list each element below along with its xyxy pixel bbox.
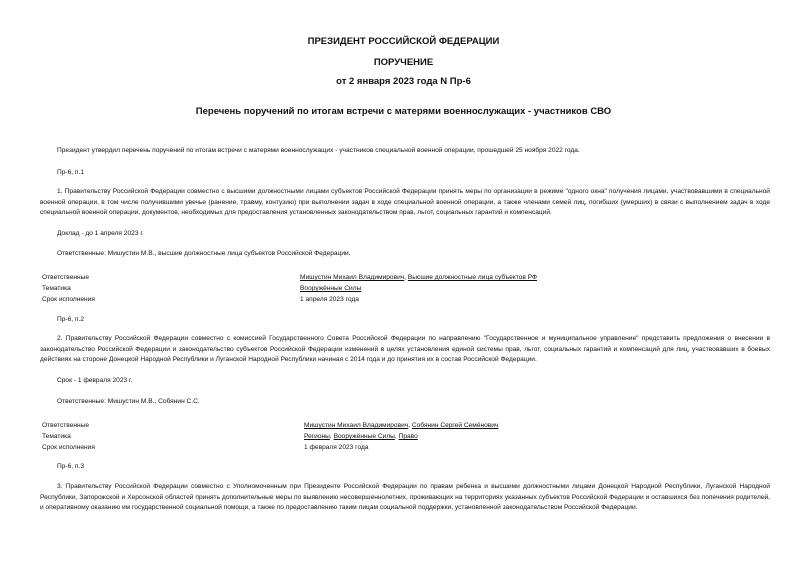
meta-value: 1 апреля 2023 года <box>300 296 359 303</box>
meta-row-topic <box>42 431 762 442</box>
meta-label: Тематика <box>42 285 71 292</box>
meta-value <box>300 283 361 294</box>
meta-label: Ответственные <box>42 422 90 429</box>
item-meta-table <box>42 272 762 305</box>
meta-row-responsible <box>42 420 762 431</box>
item-meta-table <box>42 420 762 453</box>
item-text: 1. Правительству Российской Федерации совместно с высшими должностными лицами субъектов Российской Федерации принять меры по организации в режиме "одного окна" получения лицами, участвовавшими в специальной военной операции, в том числе получившими увечье (ранение, травму, контузию) при выполнении задач в ходе специальной военной операции, а также членами семей лиц, погибших (умерших) в связи с выполнением задач в ходе специальной военной операции, документов, необходимых для предоставления установленных законодательством прав, льгот, социальных гарантий и компенсаций. <box>40 188 770 217</box>
meta-value: 1 февраля 2023 года <box>304 444 369 451</box>
issuer-title: ПРЕЗИДЕНТ РОССИЙСКОЙ ФЕДЕРАЦИИ <box>307 36 500 47</box>
responsible-link[interactable]: Мишустин Михаил Владимирович <box>304 422 409 429</box>
item-text: 3. Правительству Российской Федерации совместно с Уполномоченным при Президенте Российской Федерации по правам ребенка и высшими должностными лицами Донецкой Народной Республики, Луганской Народной Республики, Запорожской и Херсонской областей принять дополнительные меры по выявлению несовершеннолетних, проживающих на территориях указанных субъектов Российской Федерации и оставшихся без попечения родителей, и оперативному оказанию им государственной социальной помощи, а также по предоставлению таким лицам социальной поддержки, установленной законодательством Российской Федерации. <box>40 483 770 512</box>
responsible-link[interactable]: Высшие должностные лица субъектов РФ <box>407 274 537 281</box>
item-report-deadline: Доклад - до 1 апреля 2023 г. <box>57 230 144 237</box>
document-type: ПОРУЧЕНИЕ <box>373 57 434 68</box>
meta-label: Ответственные <box>42 274 90 281</box>
topic-link[interactable]: Регионы <box>304 433 330 440</box>
meta-value: Регионы, Вооружённые Силы, Право <box>304 433 418 440</box>
meta-row-responsible <box>42 272 762 283</box>
topic-link[interactable]: Вооружённые Силы <box>300 285 362 292</box>
document-subject: Перечень поручений по итогам встречи с матерями военнослужащих - участников СВО <box>195 106 612 117</box>
item-code: Пр-6, п.2 <box>57 316 85 323</box>
item-responsible: Ответственные: Мишустин М.В., высшие должностные лица субъектов Российской Федерации. <box>57 250 351 257</box>
meta-label: Тематика <box>42 433 71 440</box>
meta-label: Срок исполнения <box>42 296 95 303</box>
item-responsible: Ответственные: Мишустин М.В., Собянин С.С. <box>57 398 200 405</box>
topic-link[interactable]: Право <box>398 433 418 440</box>
responsible-link[interactable]: Мишустин Михаил Владимирович <box>300 274 405 281</box>
item-report-deadline: Срок - 1 февраля 2023 г. <box>57 377 133 384</box>
meta-value: Мишустин Михаил Владимирович, Высшие должностные лица субъектов РФ <box>300 274 537 281</box>
meta-row-deadline <box>42 294 762 305</box>
item-code: Пр-6, п.3 <box>57 463 85 470</box>
meta-row-deadline <box>42 442 762 453</box>
meta-label: Срок исполнения <box>42 444 95 451</box>
responsible-link[interactable]: Собянин Сергей Семёнович <box>411 422 499 429</box>
topic-link[interactable]: Вооружённые Силы <box>333 433 395 440</box>
document-date-number: от 2 января 2023 года N Пр-6 <box>336 76 471 87</box>
item-text: 2. Правительству Российской Федерации совместно с комиссией Государственного Совета Российской Федерации по направлению "Государственное и муниципальное управление" представить предложения о внесении в законодательство Российской Федерации и законодательство субъектов Российской Федерации изменений в целях установления единой системы прав, льгот, социальных гарантий и компенсаций для лиц, участвовавших в боевых действиях на стороне Донецкой Народной Республики и Луганской Народной Республики начиная с 2014 года и до принятия их в состав Российской Федерации. <box>40 335 770 364</box>
meta-value: Мишустин Михаил Владимирович, Собянин Сергей Семёнович <box>304 422 499 429</box>
intro-paragraph: Президент утвердил перечень поручений по итогам встречи с матерями военнослужащих - участников специальной военной операции, прошедшей 25 ноября 2022 года. <box>57 147 580 154</box>
item-code: Пр-6, п.1 <box>57 169 85 176</box>
meta-row-topic <box>42 283 762 294</box>
